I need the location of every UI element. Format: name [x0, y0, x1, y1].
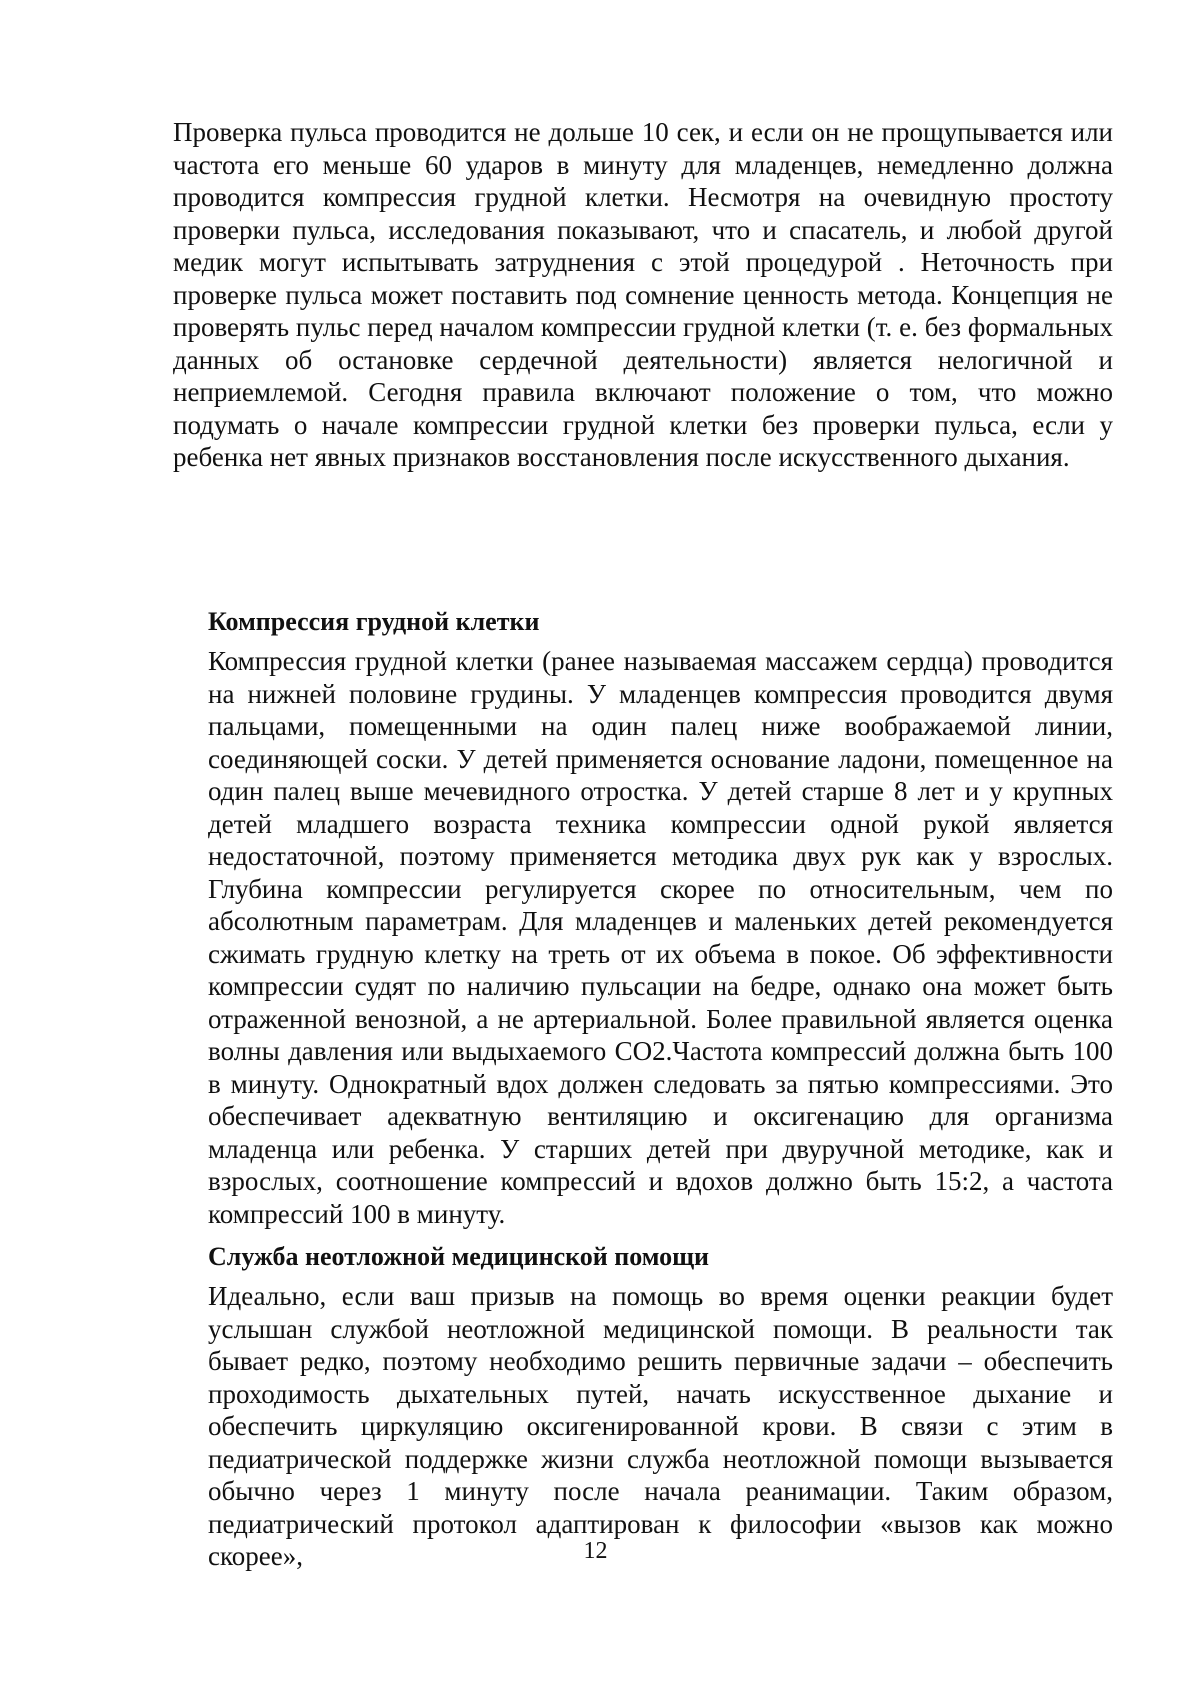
page-number: 12 [583, 1538, 608, 1564]
paragraph-chest-compression: Компрессия грудной клетки (ранее называемая массажем сердца) проводится на нижней половине грудины. У младенцев компрессия проводится двумя пальцами, помещенными на один палец ниже воображаемой линии, соединяющей соски. У детей применяется основание ладони, помещенное на один палец выше мечевидного отростка. У детей старше 8 лет и у крупных детей младшего возраста техника компрессии одной рукой является недостаточной, поэтому применяется методика двух рук как у взрослых. Глубина компрессии регулируется скорее по относительным, чем по абсолютным параметрам. Для младенцев и маленьких детей рекомендуется сжимать грудную клетку на треть от их объема в покое. Об эффективности компрессии судят по наличию пульсации на бедре, однако она может быть отраженной венозной, а не артериальной. Более правильной является оценка волны давления или выдыхаемого СО2.Частота компрессий должна быть 100 в минуту. Однократный вдох должен следовать за пятью компрессиями. Это обеспечивает адекватную вентиляцию и оксигенацию для организма младенца или ребенка. У старших детей при двуручной методике, как и взрослых, соотношение компрессий и вдохов должно быть 15:2, а частота компрессий 100 в минуту. [208, 646, 1113, 1229]
paragraph-ems: Идеально, если ваш призыв на помощь во время оценки реакции будет услышан службой неотложной медицинской помощи. В реальности так бывает редко, поэтому необходимо решить первичные задачи – обеспечить проходимость дыхательных путей, начать искусственное дыхание и обеспечить циркуляцию оксигенированной крови. В связи с этим в педиатрической поддержке жизни служба неотложной помощи вызывается обычно через 1 минуту после начала реанимации. Таким образом, педиатрический протокол адаптирован к философии «вызов как можно скорее», [208, 1281, 1113, 1571]
heading-chest-compression: Компрессия грудной клетки [208, 607, 540, 636]
paragraph-pulse-check: Проверка пульса проводится не дольше 10 сек, и если он не прощупывается или частота его меньше 60 ударов в минуту для младенцев, немедленно должна проводится компрессия грудной клетки. Несмотря на очевидную простоту проверки пульса, исследования показывают, что и спасатель, и любой другой медик могут испытывать затруднения с этой процедурой . Неточность при проверке пульса может поставить под сомнение ценность метода. Концепция не проверять пульс перед началом компрессии грудной клетки (т. е. без формальных данных об остановке сердечной деятельности) является нелогичной и неприемлемой. Сегодня правила включают положение о том, что можно подумать о начале компрессии грудной клетки без проверки пульса, если у ребенка нет явных признаков восстановления после искусственного дыхания. [173, 117, 1113, 472]
heading-ems: Служба неотложной медицинской помощи [208, 1242, 710, 1271]
text-block-sections [208, 605, 1113, 1573]
text-block-pulse [173, 116, 1113, 474]
